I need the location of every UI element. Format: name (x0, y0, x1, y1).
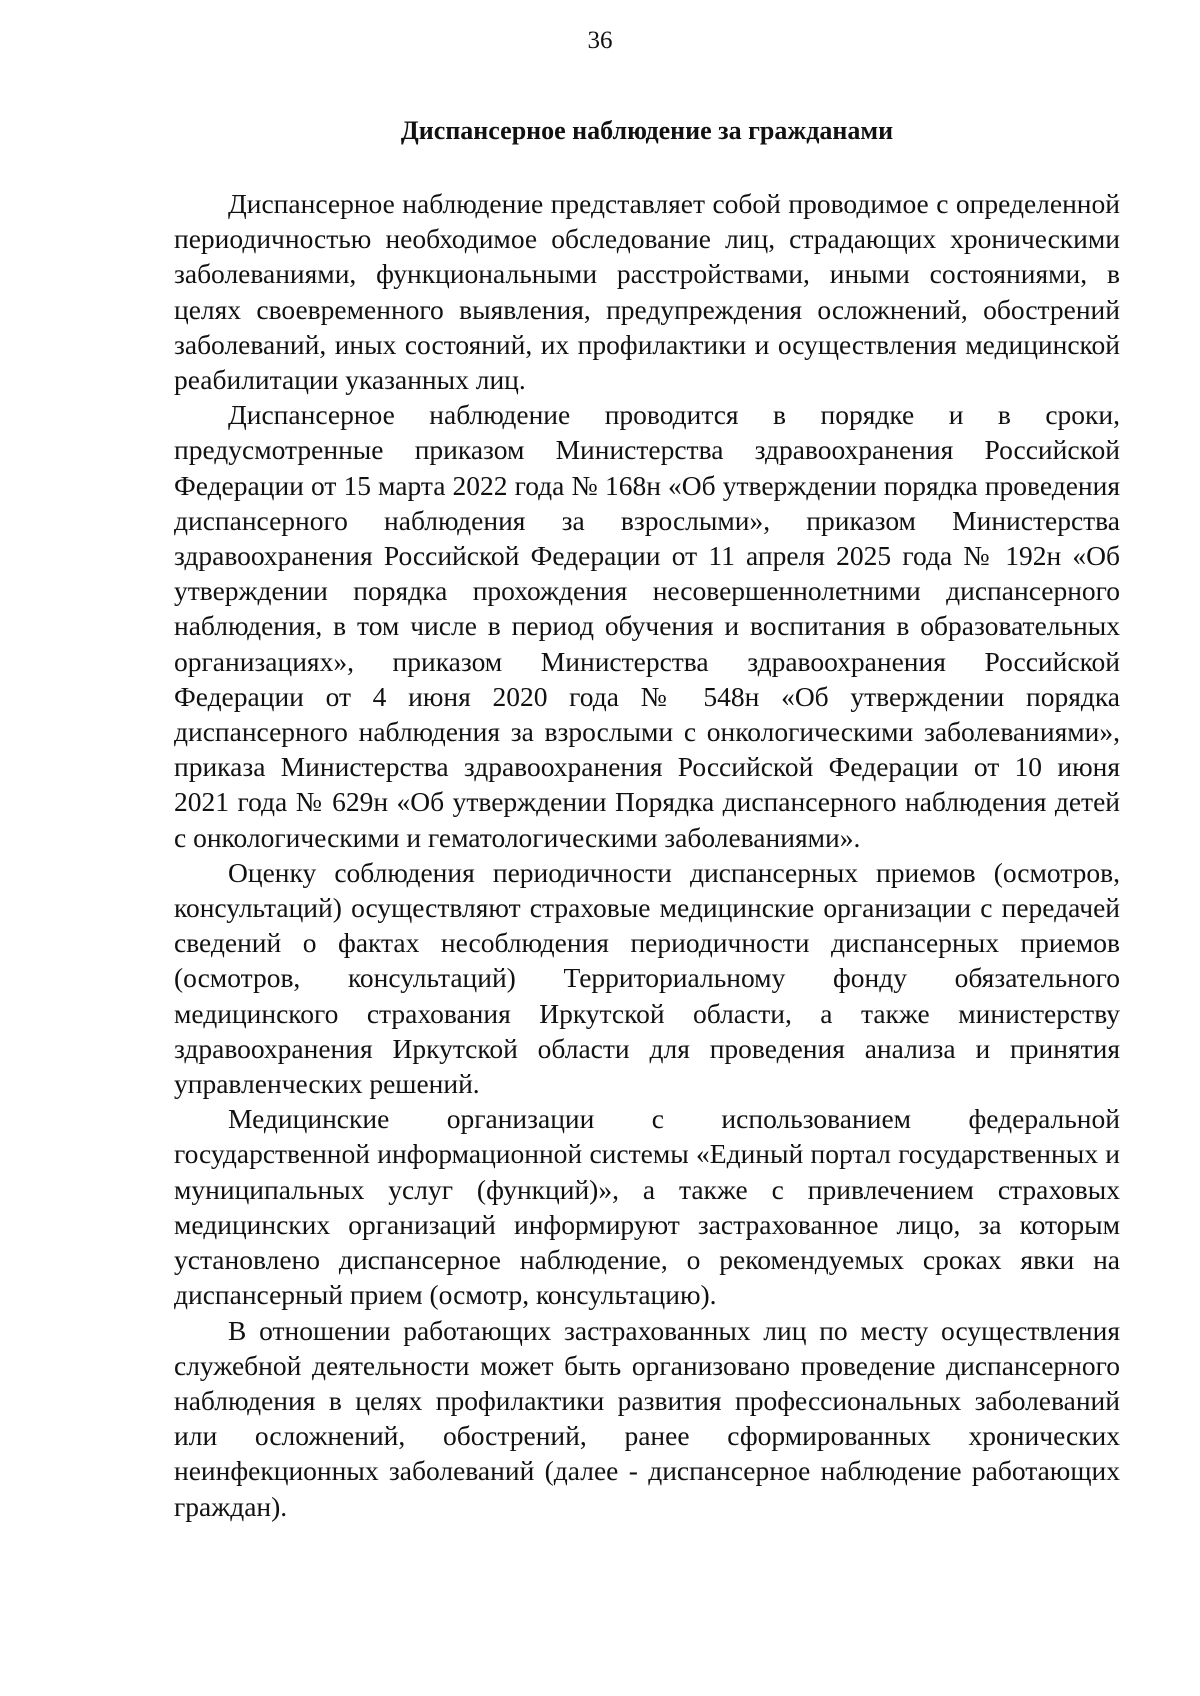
paragraph-5: В отношении работающих застрахованных лиц по месту осуществления служебной деятельности может быть организовано проведение диспансерного наблюдения в целях профилактики развития профессиональных заболеваний или осложнений, обострений, ранее сформированных хронических неинфекционных заболеваний (далее - диспансерное наблюдение работающих граждан). (174, 1314, 1120, 1522)
paragraph-1: Диспансерное наблюдение представляет собой проводимое с определенной периодичностью необходимое обследование лиц, страдающих хроническими заболеваниями, функциональными расстройствами, иными состояниями, в целях своевременного выявления, предупреждения осложнений, обострений заболеваний, иных состояний, их профилактики и осуществления медицинской реабилитации указанных лиц. (174, 188, 1120, 396)
paragraph-4: Медицинские организации с использованием федеральной государственной информационной системы «Единый портал государственных и муниципальных услуг (функций)», а также с привлечением страховых медицинских организаций информируют застрахованное лицо, за которым установлено диспансерное наблюдение, о рекомендуемых сроках явки на диспансерный прием (осмотр, консультацию). (174, 1103, 1120, 1311)
page-number: 36 (587, 27, 613, 54)
paragraph-3: Оценку соблюдения периодичности диспансерных приемов (осмотров, консультаций) осуществляют страховые медицинские организации с передачей сведений о фактах несоблюдения периодичности диспансерных приемов (осмотров, консультаций) Территориальному фонду обязательного медицинского страхования Иркутской области, а также министерству здравоохранения Иркутской области для проведения анализа и принятия управленческих решений. (174, 856, 1120, 1100)
paragraph-2: Диспансерное наблюдение проводится в порядке и в сроки, предусмотренные приказом Министерства здравоохранения Российской Федерации от 15 марта 2022 года № 168н «Об утверждении порядка проведения диспансерного наблюдения за взрослыми», приказом Министерства здравоохранения Российской Федерации от 11 апреля 2025 года № 192н «Об утверждении порядка прохождения несовершеннолетними диспансерного наблюдения, в том числе в период обучения и воспитания в образовательных организациях», приказом Министерства здравоохранения Российской Федерации от 4 июня 2020 года № 548н «Об утверждении порядка диспансерного наблюдения за взрослыми с онкологическими заболеваниями», приказа Министерства здравоохранения Российской Федерации от 10 июня 2021 года № 629н «Об утверждении Порядка диспансерного наблюдения детей с онкологическими и гематологическими заболеваниями». (174, 399, 1120, 853)
document-body (174, 186, 1120, 1524)
section-title: Диспансерное наблюдение за гражданами (400, 116, 894, 145)
